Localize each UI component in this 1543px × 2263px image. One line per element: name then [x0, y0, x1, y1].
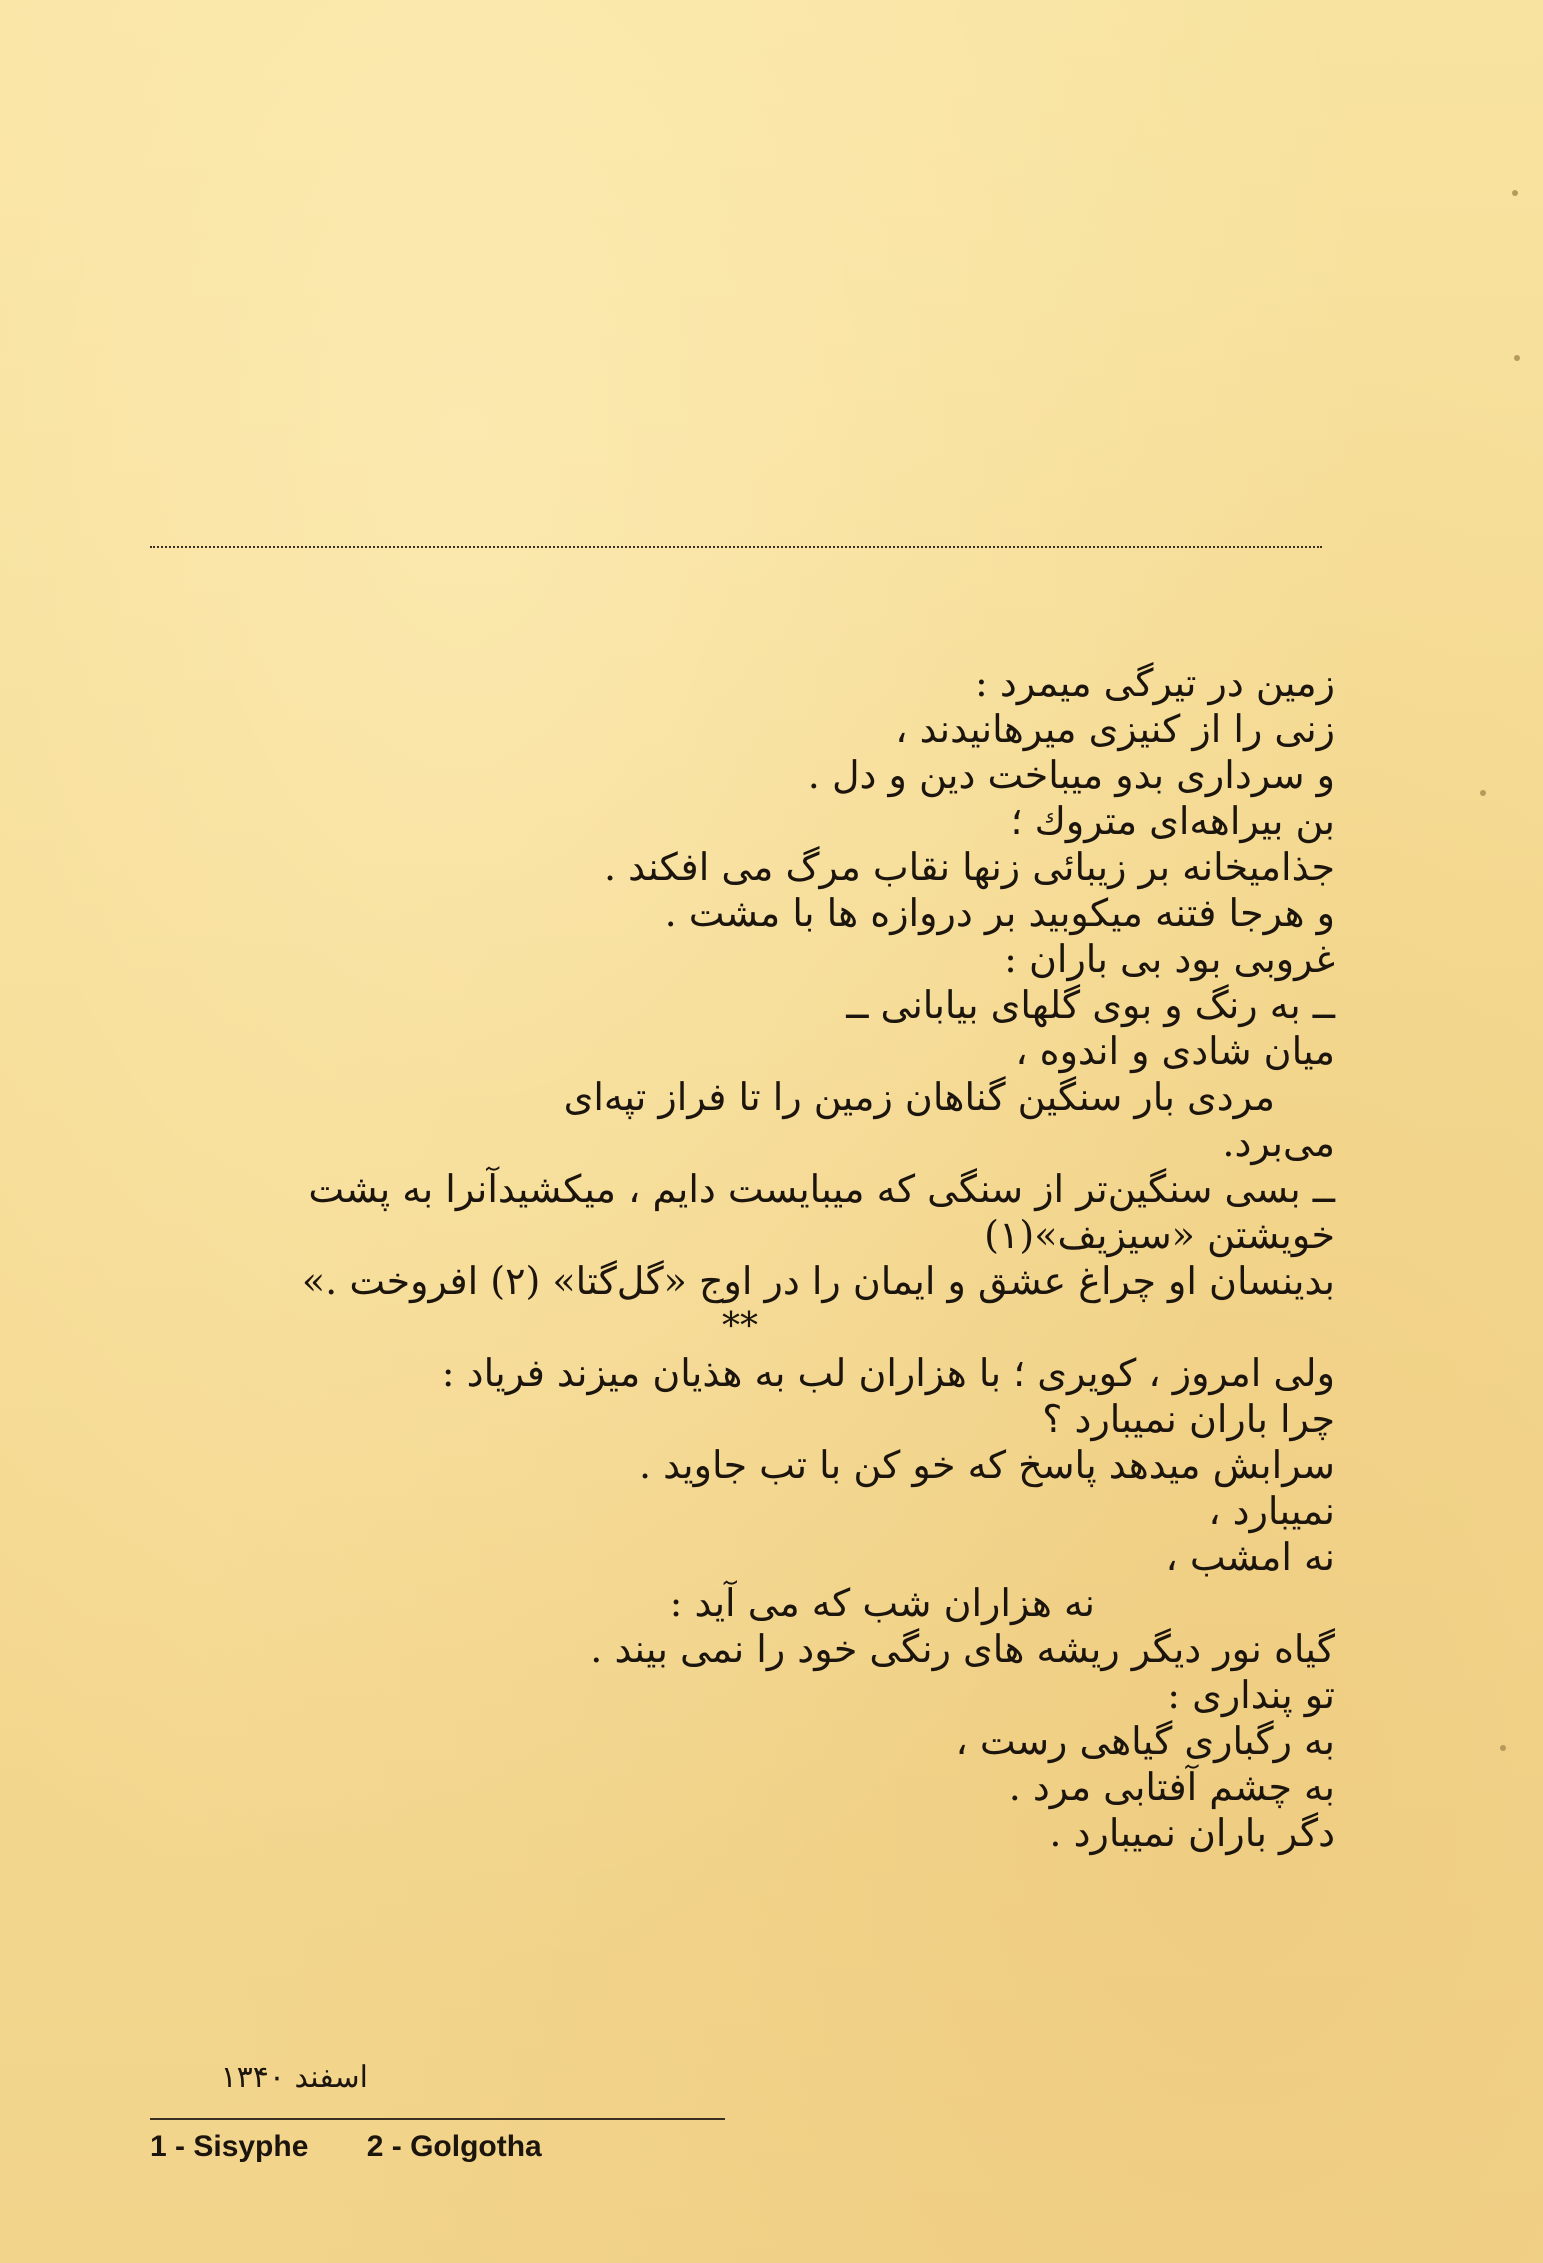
poem-line: به رگباری گیاهی رست ، [955, 1719, 1335, 1763]
poem-line: بن بیراهه‌ای متروك ؛ [1010, 799, 1335, 843]
poem-line: دگر باران نمیبارد . [1049, 1811, 1335, 1855]
poem-line: می‌برد. [1222, 1121, 1335, 1165]
paper-speck [1514, 355, 1520, 361]
poem-line: ولی امروز ، کویری ؛ با هزاران لب به هذیان میزند فریاد : [441, 1351, 1335, 1395]
poem-line: سرابش میدهد پاسخ که خو کن با تب جاوید . [638, 1443, 1335, 1487]
paper-speck [1500, 1745, 1506, 1751]
section-separator: ** [722, 1306, 758, 1347]
paper-speck [1512, 190, 1518, 196]
paper-speck [1480, 790, 1486, 796]
poem-line: چرا باران نمیبارد ؟ [1042, 1397, 1335, 1441]
poem-line: جذامیخانه بر زیبائی زنها نقاب مرگ می افکند . [604, 845, 1335, 889]
poem-line: به چشم آفتابی مرد . [1008, 1765, 1335, 1809]
poem-date: اسفند ۱۳۴۰ [220, 2060, 368, 2095]
poem-line: مردی بار سنگین گناهان زمین را تا فراز تپه‌ای [563, 1075, 1275, 1119]
poem-line: نمیبارد ، [1208, 1489, 1335, 1533]
top-divider [150, 546, 1322, 548]
footnote-2: 2 - Golgotha [366, 2130, 542, 2163]
poem-line: خویشتن «سیزیف»(۱) [984, 1213, 1335, 1257]
poem-line: گیاه نور دیگر ریشه های رنگی خود را نمی بیند . [590, 1627, 1335, 1671]
poem-line: زنی را از کنیزی میرهانیدند ، [895, 707, 1335, 751]
poem-body [145, 660, 1335, 1856]
poem-line: تو پنداری : [1167, 1673, 1335, 1717]
poem-line: نه امشب ، [1165, 1535, 1335, 1579]
poem-line: زمین در تیرگی میمرد : [975, 661, 1335, 705]
footnotes [150, 2130, 542, 2164]
poem-line: و هرجا فتنه میکوبید بر دروازه ها با مشت . [664, 891, 1335, 935]
poem-line: ــ به رنگ و بوی گلهای بیابانی ــ [846, 983, 1335, 1027]
poem-line: میان شادی و اندوه ، [1015, 1029, 1335, 1073]
footnote-divider [150, 2118, 725, 2120]
poem-line: بدینسان او چراغ عشق و ایمان را در اوج «گل‌گتا» (۲) افروخت .» [301, 1259, 1335, 1303]
footnote-1: 1 - Sisyphe [150, 2130, 309, 2163]
poem-line: ــ بسی سنگین‌تر از سنگی که میبایست دایم ، میکشیدآنرا به پشت [308, 1167, 1335, 1211]
poem-line: غروبی بود بی باران : [1004, 937, 1335, 981]
poem-line: و سرداری بدو میباخت دین و دل . [807, 753, 1335, 797]
poem-line: نه هزاران شب که می آید : [669, 1581, 1095, 1625]
